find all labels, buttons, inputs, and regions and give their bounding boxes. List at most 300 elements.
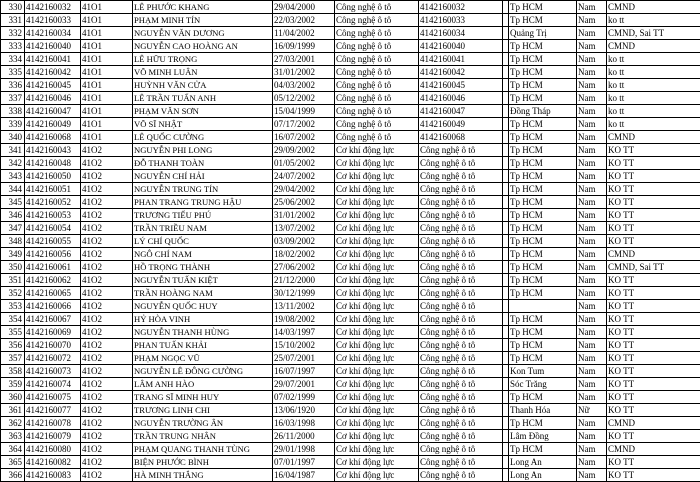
cell-gender: Nam <box>577 326 607 339</box>
cell-class-code: 41O1 <box>81 14 133 27</box>
cell-faculty: Cơ khí động lực <box>335 313 419 326</box>
table-row <box>1 53 700 66</box>
cell-class-code: 41O2 <box>81 326 133 339</box>
cell-note: ko tt <box>607 79 700 92</box>
cell-row-number: 336 <box>1 79 25 92</box>
table-row <box>1 430 700 443</box>
cell-gender: Nam <box>577 157 607 170</box>
cell-faculty: Công nghệ ô tô <box>335 27 419 40</box>
cell-birth-date: 13/11/2002 <box>273 300 335 313</box>
cell-major: Công nghệ ô tô <box>419 183 503 196</box>
cell-major: Công nghệ ô tô <box>419 391 503 404</box>
cell-hometown: Tp HCM <box>509 170 577 183</box>
cell-gender: Nam <box>577 27 607 40</box>
cell-full-name: NGÔ CHÍ NAM <box>133 248 273 261</box>
cell-faculty: Cơ khí động lực <box>335 170 419 183</box>
table-row <box>1 144 700 157</box>
cell-note: ko tt <box>607 53 700 66</box>
cell-student-id: 4142160047 <box>25 105 81 118</box>
cell-row-number: 359 <box>1 378 25 391</box>
cell-note: KO TT <box>607 313 700 326</box>
cell-major: Công nghệ ô tô <box>419 222 503 235</box>
cell-student-id: 4142160041 <box>25 53 81 66</box>
table-row <box>1 66 700 79</box>
cell-faculty: Cơ khí động lực <box>335 326 419 339</box>
cell-class-code: 41O2 <box>81 183 133 196</box>
cell-row-number: 362 <box>1 417 25 430</box>
cell-row-number: 334 <box>1 53 25 66</box>
cell-row-number: 343 <box>1 170 25 183</box>
cell-full-name: NGUYỄN QUỐC HUY <box>133 300 273 313</box>
cell-class-code: 41O1 <box>81 53 133 66</box>
cell-note: CMND <box>607 443 700 456</box>
cell-birth-date: 07/01/1997 <box>273 456 335 469</box>
table-row <box>1 339 700 352</box>
cell-hometown: Tp HCM <box>509 144 577 157</box>
cell-note: KO TT <box>607 209 700 222</box>
cell-birth-date: 15/04/1999 <box>273 105 335 118</box>
cell-note: CMND <box>607 248 700 261</box>
table-row <box>1 170 700 183</box>
cell-birth-date: 27/06/2002 <box>273 261 335 274</box>
cell-major: Công nghệ ô tô <box>419 196 503 209</box>
cell-major: 4142160049 <box>419 118 503 131</box>
cell-faculty: Cơ khí động lực <box>335 209 419 222</box>
cell-hometown: Kon Tum <box>509 365 577 378</box>
cell-faculty: Cơ khí động lực <box>335 144 419 157</box>
cell-hometown: Tp HCM <box>509 92 577 105</box>
cell-row-number: 354 <box>1 313 25 326</box>
table-row <box>1 222 700 235</box>
cell-gender: Nam <box>577 66 607 79</box>
cell-row-number: 347 <box>1 222 25 235</box>
table-row <box>1 404 700 417</box>
cell-full-name: TRƯƠNG LINH CHI <box>133 404 273 417</box>
cell-gender: Nam <box>577 14 607 27</box>
cell-full-name: NGUYỄN VĂN DƯƠNG <box>133 27 273 40</box>
cell-full-name: BIỆN PHƯỚC BÌNH <box>133 456 273 469</box>
cell-birth-date: 27/03/2001 <box>273 53 335 66</box>
cell-class-code: 41O1 <box>81 105 133 118</box>
cell-row-number: 340 <box>1 131 25 144</box>
cell-gender: Nam <box>577 456 607 469</box>
cell-row-number: 357 <box>1 352 25 365</box>
cell-hometown: Tp HCM <box>509 261 577 274</box>
cell-faculty: Cơ khí động lực <box>335 456 419 469</box>
cell-full-name: LÊ TRẦN TUẤN ANH <box>133 92 273 105</box>
cell-full-name: TRẦN TRIỀU NAM <box>133 222 273 235</box>
cell-gender: Nam <box>577 378 607 391</box>
table-row <box>1 196 700 209</box>
cell-note: KO TT <box>607 170 700 183</box>
cell-full-name: LÊ PHƯỚC KHANG <box>133 1 273 14</box>
cell-row-number: 349 <box>1 248 25 261</box>
cell-full-name: NGUYỄN CHÍ HẢI <box>133 170 273 183</box>
cell-faculty: Cơ khí động lực <box>335 274 419 287</box>
cell-birth-date: 30/12/1999 <box>273 287 335 300</box>
cell-class-code: 41O1 <box>81 79 133 92</box>
cell-student-id: 4142160062 <box>25 274 81 287</box>
cell-major: Công nghệ ô tô <box>419 300 503 313</box>
cell-class-code: 41O2 <box>81 417 133 430</box>
cell-full-name: LÊ QUỐC CƯỜNG <box>133 131 273 144</box>
table-row <box>1 261 700 274</box>
cell-row-number: 346 <box>1 209 25 222</box>
cell-student-id: 4142160051 <box>25 183 81 196</box>
cell-faculty: Cơ khí động lực <box>335 443 419 456</box>
cell-birth-date: 24/07/2002 <box>273 170 335 183</box>
cell-class-code: 41O2 <box>81 469 133 482</box>
cell-row-number: 333 <box>1 40 25 53</box>
cell-birth-date: 04/03/2002 <box>273 79 335 92</box>
cell-note: CMND, Sai TT <box>607 27 700 40</box>
cell-class-code: 41O2 <box>81 339 133 352</box>
cell-hometown: Tp HCM <box>509 339 577 352</box>
cell-faculty: Cơ khí động lực <box>335 339 419 352</box>
table-row <box>1 274 700 287</box>
cell-gender: Nam <box>577 339 607 352</box>
cell-class-code: 41O2 <box>81 209 133 222</box>
cell-hometown: Tp HCM <box>509 248 577 261</box>
table-row <box>1 300 700 313</box>
cell-hometown: Tp HCM <box>509 131 577 144</box>
cell-row-number: 358 <box>1 365 25 378</box>
cell-hometown <box>509 300 577 313</box>
cell-note: KO TT <box>607 157 700 170</box>
cell-gender: Nam <box>577 92 607 105</box>
table-row <box>1 365 700 378</box>
cell-major: 4142160042 <box>419 66 503 79</box>
cell-note: CMND, Sai TT <box>607 261 700 274</box>
cell-full-name: VÕ SĨ NHẬT <box>133 118 273 131</box>
cell-class-code: 41O1 <box>81 131 133 144</box>
cell-note: KO TT <box>607 222 700 235</box>
cell-major: Công nghệ ô tô <box>419 339 503 352</box>
cell-student-id: 4142160074 <box>25 378 81 391</box>
cell-gender: Nam <box>577 105 607 118</box>
cell-faculty: Cơ khí động lực <box>335 417 419 430</box>
cell-hometown: Tp HCM <box>509 157 577 170</box>
table-row <box>1 456 700 469</box>
cell-student-id: 4142160061 <box>25 261 81 274</box>
table-row <box>1 248 700 261</box>
cell-class-code: 41O2 <box>81 261 133 274</box>
table-row <box>1 287 700 300</box>
cell-student-id: 4142160052 <box>25 196 81 209</box>
cell-full-name: HỒ TRỌNG THÀNH <box>133 261 273 274</box>
cell-hometown: Tp HCM <box>509 53 577 66</box>
cell-student-id: 4142160033 <box>25 14 81 27</box>
cell-birth-date: 29/07/2001 <box>273 378 335 391</box>
cell-student-id: 4142160042 <box>25 66 81 79</box>
table-row <box>1 92 700 105</box>
cell-student-id: 4142160072 <box>25 352 81 365</box>
cell-note: KO TT <box>607 183 700 196</box>
cell-full-name: TRẦN HOÀNG NAM <box>133 287 273 300</box>
cell-major: Công nghệ ô tô <box>419 287 503 300</box>
table-row <box>1 313 700 326</box>
cell-gender: Nam <box>577 313 607 326</box>
table-body <box>1 1 700 482</box>
cell-gender: Nam <box>577 287 607 300</box>
cell-class-code: 41O2 <box>81 248 133 261</box>
cell-row-number: 365 <box>1 456 25 469</box>
cell-student-id: 4142160048 <box>25 157 81 170</box>
table-row <box>1 131 700 144</box>
table-row <box>1 118 700 131</box>
cell-student-id: 4142160055 <box>25 235 81 248</box>
cell-birth-date: 07/02/1999 <box>273 391 335 404</box>
cell-hometown: Tp HCM <box>509 14 577 27</box>
cell-hometown: Đồng Tháp <box>509 105 577 118</box>
cell-faculty: Công nghệ ô tô <box>335 53 419 66</box>
cell-full-name: PHAN TRANG TRUNG HẬU <box>133 196 273 209</box>
cell-major: 4142160045 <box>419 79 503 92</box>
cell-faculty: Cơ khí động lực <box>335 222 419 235</box>
cell-student-id: 4142160040 <box>25 40 81 53</box>
cell-note: KO TT <box>607 378 700 391</box>
cell-birth-date: 14/03/1997 <box>273 326 335 339</box>
cell-major: Công nghệ ô tô <box>419 443 503 456</box>
cell-gender: Nam <box>577 365 607 378</box>
cell-hometown: Tp HCM <box>509 222 577 235</box>
cell-birth-date: 01/05/2002 <box>273 157 335 170</box>
cell-note: ko tt <box>607 66 700 79</box>
cell-birth-date: 03/09/2002 <box>273 235 335 248</box>
cell-class-code: 41O2 <box>81 430 133 443</box>
cell-note: KO TT <box>607 196 700 209</box>
cell-birth-date: 21/12/2000 <box>273 274 335 287</box>
cell-hometown: Tp HCM <box>509 352 577 365</box>
cell-row-number: 335 <box>1 66 25 79</box>
cell-class-code: 41O2 <box>81 157 133 170</box>
cell-birth-date: 29/04/2002 <box>273 183 335 196</box>
cell-student-id: 4142160065 <box>25 287 81 300</box>
cell-row-number: 364 <box>1 443 25 456</box>
cell-class-code: 41O2 <box>81 196 133 209</box>
cell-full-name: HUỲNH VĂN CỬA <box>133 79 273 92</box>
cell-hometown: Tp HCM <box>509 66 577 79</box>
cell-birth-date: 29/01/1998 <box>273 443 335 456</box>
cell-class-code: 41O2 <box>81 365 133 378</box>
cell-faculty: Cơ khí động lực <box>335 261 419 274</box>
cell-hometown: Tp HCM <box>509 287 577 300</box>
cell-row-number: 344 <box>1 183 25 196</box>
cell-row-number: 339 <box>1 118 25 131</box>
cell-class-code: 41O2 <box>81 404 133 417</box>
cell-hometown: Tp HCM <box>509 326 577 339</box>
cell-faculty: Cơ khí động lực <box>335 404 419 417</box>
cell-major: Công nghệ ô tô <box>419 378 503 391</box>
cell-student-id: 4142160080 <box>25 443 81 456</box>
cell-major: 4142160041 <box>419 53 503 66</box>
cell-hometown: Sóc Trăng <box>509 378 577 391</box>
cell-faculty: Công nghệ ô tô <box>335 40 419 53</box>
cell-class-code: 41O1 <box>81 118 133 131</box>
cell-full-name: PHẠM VĂN SƠN <box>133 105 273 118</box>
cell-faculty: Cơ khí động lực <box>335 196 419 209</box>
cell-row-number: 331 <box>1 14 25 27</box>
cell-student-id: 4142160034 <box>25 27 81 40</box>
cell-row-number: 363 <box>1 430 25 443</box>
cell-birth-date: 05/12/2002 <box>273 92 335 105</box>
cell-major: Công nghệ ô tô <box>419 469 503 482</box>
cell-student-id: 4142160054 <box>25 222 81 235</box>
cell-student-id: 4142160045 <box>25 79 81 92</box>
cell-student-id: 4142160070 <box>25 339 81 352</box>
cell-major: 4142160046 <box>419 92 503 105</box>
cell-gender: Nam <box>577 430 607 443</box>
cell-full-name: NGUYỄN THANH HÙNG <box>133 326 273 339</box>
table-row <box>1 417 700 430</box>
cell-full-name: HỶ HÒA VINH <box>133 313 273 326</box>
cell-note: KO TT <box>607 144 700 157</box>
cell-student-id: 4142160075 <box>25 391 81 404</box>
cell-birth-date: 18/02/2002 <box>273 248 335 261</box>
cell-major: Công nghệ ô tô <box>419 313 503 326</box>
cell-note: CMND <box>607 1 700 14</box>
cell-faculty: Cơ khí động lực <box>335 248 419 261</box>
table-row <box>1 209 700 222</box>
cell-faculty: Cơ khí động lực <box>335 391 419 404</box>
cell-student-id: 4142160069 <box>25 326 81 339</box>
cell-gender: Nam <box>577 170 607 183</box>
cell-row-number: 361 <box>1 404 25 417</box>
cell-row-number: 330 <box>1 1 25 14</box>
cell-full-name: NGUYỄN LÊ ĐÔNG CƯỜNG <box>133 365 273 378</box>
cell-hometown: Lâm Đồng <box>509 430 577 443</box>
cell-student-id: 4142160073 <box>25 365 81 378</box>
cell-major: Công nghệ ô tô <box>419 352 503 365</box>
table-row <box>1 157 700 170</box>
table-row <box>1 27 700 40</box>
cell-class-code: 41O1 <box>81 40 133 53</box>
cell-full-name: HÀ MINH THẮNG <box>133 469 273 482</box>
cell-gender: Nam <box>577 1 607 14</box>
cell-faculty: Công nghệ ô tô <box>335 66 419 79</box>
cell-hometown: Tp HCM <box>509 391 577 404</box>
cell-birth-date: 11/04/2002 <box>273 27 335 40</box>
cell-note: KO TT <box>607 287 700 300</box>
cell-full-name: NGUYỄN TRƯỜNG ÂN <box>133 417 273 430</box>
cell-class-code: 41O1 <box>81 27 133 40</box>
cell-faculty: Công nghệ ô tô <box>335 118 419 131</box>
cell-hometown: Tp HCM <box>509 1 577 14</box>
cell-full-name: TRẦN TRUNG NHÂN <box>133 430 273 443</box>
cell-gender: Nam <box>577 391 607 404</box>
cell-gender: Nữ <box>577 404 607 417</box>
cell-full-name: PHAN TUẤN KHẢI <box>133 339 273 352</box>
cell-student-id: 4142160049 <box>25 118 81 131</box>
cell-note: KO TT <box>607 339 700 352</box>
cell-gender: Nam <box>577 469 607 482</box>
cell-gender: Nam <box>577 131 607 144</box>
cell-faculty: Công nghệ ô tô <box>335 14 419 27</box>
cell-gender: Nam <box>577 352 607 365</box>
cell-full-name: LÝ CHÍ QUỐC <box>133 235 273 248</box>
cell-note: ko tt <box>607 118 700 131</box>
cell-class-code: 41O2 <box>81 222 133 235</box>
cell-student-id: 4142160053 <box>25 209 81 222</box>
cell-birth-date: 26/11/2000 <box>273 430 335 443</box>
cell-note: KO TT <box>607 456 700 469</box>
cell-major: 4142160034 <box>419 27 503 40</box>
cell-birth-date: 25/07/2001 <box>273 352 335 365</box>
cell-class-code: 41O2 <box>81 235 133 248</box>
cell-class-code: 41O2 <box>81 274 133 287</box>
cell-row-number: 355 <box>1 326 25 339</box>
cell-row-number: 332 <box>1 27 25 40</box>
table-row <box>1 183 700 196</box>
cell-major: 4142160033 <box>419 14 503 27</box>
cell-gender: Nam <box>577 248 607 261</box>
cell-faculty: Công nghệ ô tô <box>335 79 419 92</box>
cell-full-name: NGUYỄN TUẤN KIỆT <box>133 274 273 287</box>
cell-row-number: 366 <box>1 469 25 482</box>
cell-class-code: 41O2 <box>81 352 133 365</box>
cell-note: CMND <box>607 40 700 53</box>
cell-hometown: Tp HCM <box>509 209 577 222</box>
cell-row-number: 351 <box>1 274 25 287</box>
cell-faculty: Cơ khí động lực <box>335 352 419 365</box>
cell-birth-date: 29/04/2000 <box>273 1 335 14</box>
cell-note: KO TT <box>607 365 700 378</box>
cell-faculty: Cơ khí động lực <box>335 300 419 313</box>
cell-major: Công nghệ ô tô <box>419 456 503 469</box>
cell-student-id: 4142160046 <box>25 92 81 105</box>
cell-gender: Nam <box>577 235 607 248</box>
cell-hometown: Thanh Hóa <box>509 404 577 417</box>
cell-hometown: Long An <box>509 456 577 469</box>
cell-class-code: 41O2 <box>81 391 133 404</box>
cell-birth-date: 16/03/1998 <box>273 417 335 430</box>
cell-class-code: 41O2 <box>81 313 133 326</box>
cell-class-code: 41O1 <box>81 92 133 105</box>
cell-hometown: Quảng Trị <box>509 27 577 40</box>
cell-student-id: 4142160067 <box>25 313 81 326</box>
cell-gender: Nam <box>577 209 607 222</box>
cell-gender: Nam <box>577 222 607 235</box>
cell-student-id: 4142160066 <box>25 300 81 313</box>
cell-birth-date: 16/09/1999 <box>273 40 335 53</box>
cell-class-code: 41O2 <box>81 378 133 391</box>
cell-note: KO TT <box>607 430 700 443</box>
table-row <box>1 443 700 456</box>
cell-major: Công nghệ ô tô <box>419 209 503 222</box>
cell-gender: Nam <box>577 261 607 274</box>
cell-row-number: 337 <box>1 92 25 105</box>
cell-birth-date: 19/08/2002 <box>273 313 335 326</box>
cell-row-number: 356 <box>1 339 25 352</box>
cell-faculty: Cơ khí động lực <box>335 365 419 378</box>
cell-faculty: Công nghệ ô tô <box>335 92 419 105</box>
cell-note: CMND <box>607 131 700 144</box>
cell-major: Công nghệ ô tô <box>419 261 503 274</box>
cell-row-number: 341 <box>1 144 25 157</box>
cell-note: ko tt <box>607 105 700 118</box>
cell-birth-date: 22/03/2002 <box>273 14 335 27</box>
cell-gender: Nam <box>577 183 607 196</box>
cell-student-id: 4142160050 <box>25 170 81 183</box>
cell-gender: Nam <box>577 196 607 209</box>
cell-major: Công nghệ ô tô <box>419 248 503 261</box>
cell-hometown: Tp HCM <box>509 443 577 456</box>
cell-note: KO TT <box>607 469 700 482</box>
cell-note: CMND <box>607 417 700 430</box>
cell-hometown: Tp HCM <box>509 417 577 430</box>
cell-major: 4142160047 <box>419 105 503 118</box>
cell-faculty: Công nghệ ô tô <box>335 105 419 118</box>
